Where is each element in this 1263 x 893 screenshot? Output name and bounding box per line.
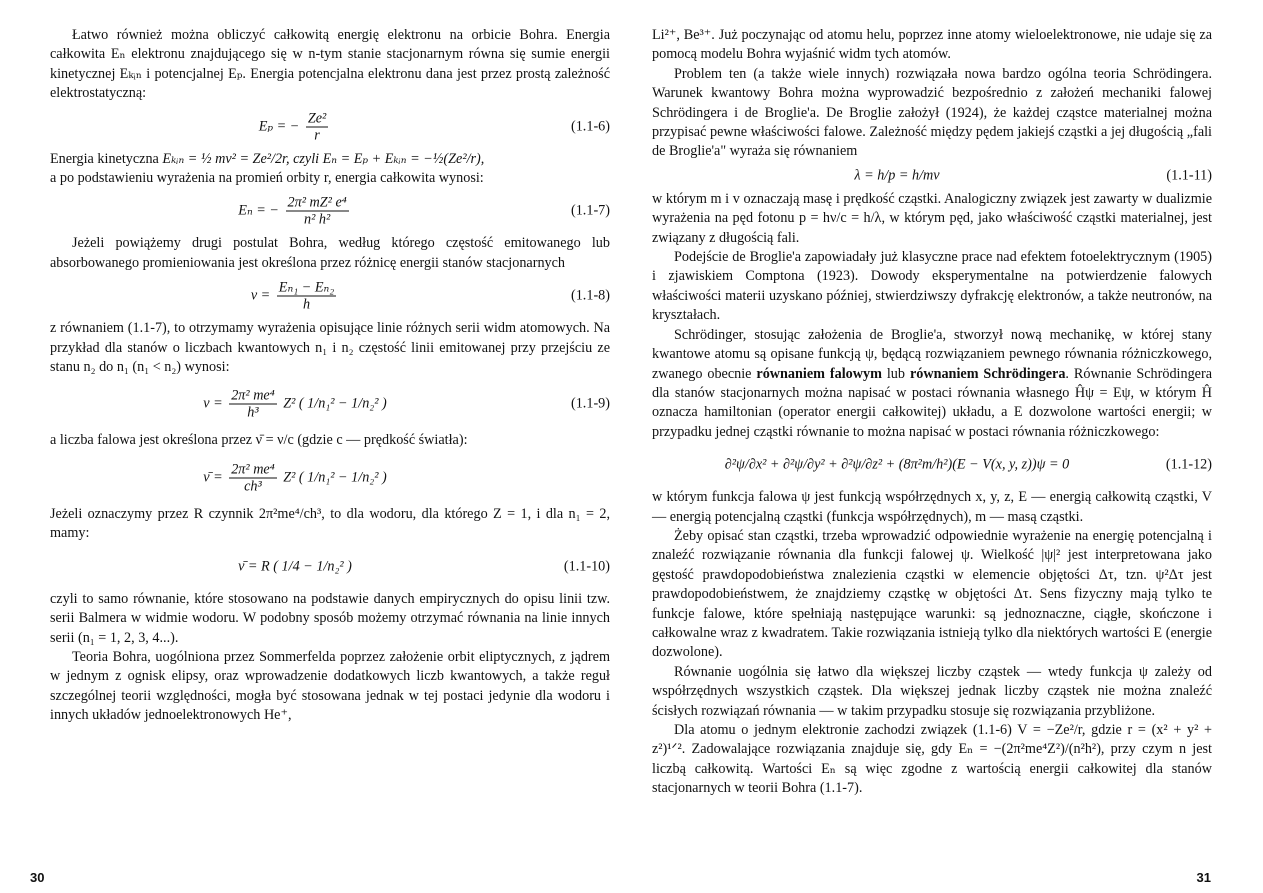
formula-rest: Z² ( 1/n₁² − 1/n₂² ) (283, 395, 387, 412)
formula-lhs: ν̄ = (203, 469, 223, 486)
formula-lhs: Eₙ = − (238, 202, 279, 219)
equation-number: (1.1-11) (1166, 167, 1212, 184)
fraction (306, 110, 328, 143)
paragraph: Podejście de Broglie'a zapowiadały już klasyczne prace nad efektem fotoelektrycznym (1905) i zjawiskiem Comptona (1923). Dowody eksperymentalne na potwierdzenie falowych właściwości materii uzyskano później, stwierdziwszy dyfrakcję elektronów, a także neutronów, na kryształach. (652, 249, 1212, 324)
paragraph: Li²⁺, Be³⁺. Już poczynając od atomu helu, poprzez inne atomy wieloelektronowe, nie udaje się za pomocą modelu Bohra wyjaśnić widm tych atomów. (652, 27, 1212, 63)
equation-1-1-9 (50, 379, 610, 429)
numerator: Ze² (307, 110, 327, 127)
bold-term: równaniem Schrödingera (909, 365, 1066, 382)
equation-number: (1.1-8) (570, 287, 610, 304)
equation-1-1-11 (652, 164, 1212, 188)
paragraph: Jeżeli oznaczymy przez R czynnik 2π²me⁴/ch³, to dla wodoru, dla którego Z = 1, i dla n₁ = 2, mamy: (50, 505, 610, 542)
formula-lhs: ν = (203, 395, 223, 412)
formula (50, 388, 540, 421)
bold-term: równaniem falowym (756, 365, 882, 382)
equation-number: (1.1-10) (563, 557, 610, 574)
fraction (229, 461, 276, 494)
formula: λ = h/p = h/mv (854, 167, 940, 184)
formula (50, 280, 540, 313)
paragraph: Łatwo również można obliczyć całkowitą energię elektronu na orbicie Bohra. Energia całkowita Eₙ elektronu znajdującego się w n-tym stanie stacjonarnym równa się sumie energii kinetycznej Eₖᵢₙ i potencjalnej Eₚ. Energia potencjalna elektronu dana jest przez prostą zależność elektrostatyczną: (50, 27, 610, 102)
equation-1-1-7 (50, 190, 610, 232)
page-number-left: 30 (30, 870, 45, 885)
fraction (286, 195, 349, 228)
paragraph: z równaniem (1.1-7), to otrzymamy wyrażenia opisujące linie różnych serii widm atomowych. Na przykład dla stanów o liczbach kwantowych n₁ i n₂ częstość linii emitowanej przy przejściu ze stanu n₂ do n₁ (n₁ < n₂) wynosi: (50, 320, 610, 376)
right-page (652, 26, 1212, 799)
numerator: 2π² me⁴ (231, 387, 275, 404)
fraction (277, 280, 336, 313)
denominator: r (314, 127, 320, 144)
equation-number: (1.1-12) (1165, 456, 1212, 473)
paragraph: Jeżeli powiążemy drugi postulat Bohra, według którego częstość emitowanego lub absorbowanego promieniowania jest określona przez różnicę energii stanów stacjonarnych (50, 235, 610, 271)
formula: ∂²ψ/∂x² + ∂²ψ/∂y² + ∂²ψ/∂z² + (8π²m/h²)(E − V(x, y, z))ψ = 0 (724, 456, 1070, 473)
paragraph: Równanie uogólnia się łatwo dla większej liczby cząstek — wtedy funkcja ψ zależy od współrzędnych wszystkich cząstek. Dla większej jednak liczby cząstek nie można znaleźć ścisłych rozwiązań równania — w takim przypadku stosuje się rozwiązania przybliżone. (652, 663, 1212, 719)
paragraph: Problem ten (a także wiele innych) rozwiązała nowa bardzo ogólna teoria Schrödingera. Warunek kwantowy Bohra można wyprowadzić bezpośrednio z założeń mechaniki falowej Schrödingera i de Broglie'a. De Broglie założył (1924), że każdej cząstce materialnej można przypisać pewne właściwości falowe. Zależność między pędem jakiejś cząstki a jej długością „fali de Broglie'a" wyraża się równaniem (652, 65, 1212, 160)
text: Schrödinger, stosując założenia de Broglie'a, stworzył nową mechanikę, w której stany kwantowe atomu są opisane funkcją ψ, będącą rozwiązaniem pewnego równania różniczkowego, zwanego obecnie (652, 326, 1212, 382)
paragraph: Teoria Bohra, uogólniona przez Sommerfelda poprzez założenie orbit eliptycznych, z jądrem w jednym z ognisk elipsy, oraz wprowadzenie dodatkowych liczb kwantowych, a także reguł szczególnej teorii względności, mogła być stosowana jednak w tej postaci jedynie dla wodoru i innych układów jednoelektronowych He⁺, (50, 648, 610, 724)
equation-number: (1.1-6) (570, 117, 610, 134)
left-page (50, 26, 610, 726)
formula-rest: Z² ( 1/n₁² − 1/n₂² ) (283, 469, 387, 486)
formula-lhs: Eₚ = − (258, 117, 300, 134)
paragraph: w którym m i v oznaczają masę i prędkość cząstki. Analogiczny związek jest zawarty w dualizmie wyrażenia na pęd fotonu p = hν/c = h/λ, w którym pęd, jako właściwość cząstki materialnej, jest związany z długością fali. (652, 190, 1212, 246)
paragraph: Żeby opisać stan cząstki, trzeba wprowadzić odpowiednie wyrażenie na energię potencjalną i znaleźć rozwiązanie równania dla funkcji falowej ψ. Wielkość |ψ|² jest interpretowana jako gęstość prawdopodobieństwa znalezienia cząstki w elemencie objętości Δτ, tzn. ψ²Δτ jest prawdopodobieństwem, że znajdziemy cząstkę w objętości Δτ. Sens fizyczny mają tylko te funkcje falowe, które spełniają następujące warunki: są jednoznaczne, ciągłe, skończone i całkowalne wraz z kwadratem. Takie rozwiązania istnieją tylko dla niektórych wartości E (energie dozwolone). (652, 527, 1212, 661)
paragraph: czyli to samo równanie, które stosowano na podstawie danych empirycznych do opisu linii tzw. serii Balmera w widmie wodoru. W podobny sposób możemy otrzymać równania na linie innych serii (n₁ = 1, 2, 3, 4...). (50, 590, 610, 646)
equation-1-1-6 (50, 106, 610, 148)
page-number-right: 31 (1196, 870, 1211, 885)
text: . Równanie Schrödingera dla stanów stacjonarnych można napisać w postaci równania własnego Ĥψ = Eψ, w którym Ĥ oznacza hamiltonian (operator energii całkowitej) układu, a E dozwolone wartości energii; w przypadku jednej cząstki równanie to można napisać w postaci równania różniczkowego: (652, 365, 1212, 440)
equation-1-1-10 (50, 546, 610, 588)
numerator: 2π² mZ² e⁴ (287, 194, 347, 211)
equation-number: (1.1-7) (570, 202, 610, 219)
denominator: h (302, 296, 311, 313)
fraction (229, 388, 276, 421)
equation-1-1-8 (50, 275, 610, 317)
paragraph: w którym funkcja falowa ψ jest funkcją współrzędnych x, y, z, E — energią całkowitą cząstki, V — energią potencjalną cząstki (funkcja współrzędnych), m — masą cząstki. (652, 489, 1212, 525)
paragraph: a liczba falowa jest określona przez ν̄ = ν/c (gdzie c — prędkość światła): (50, 432, 468, 449)
denominator: h³ (247, 404, 259, 421)
numerator: 2π² me⁴ (231, 461, 275, 478)
denominator: ch³ (244, 478, 262, 495)
inline-formula: Eₖᵢₙ = ½ mv² = Ze²/2r, czyli Eₙ = Eₚ + Eₖᵢₙ = −½(Ze²/r), (162, 150, 485, 167)
equation-wavenumber (50, 453, 610, 503)
text: Energia kinetyczna (50, 150, 159, 167)
equation-1-1-12 (652, 444, 1212, 486)
formula-lhs: ν = (250, 287, 271, 304)
paragraph: a po podstawieniu wyrażenia na promień orbity r, energia całkowita wynosi: (50, 170, 484, 187)
denominator: n² h² (303, 211, 331, 228)
paragraph (50, 150, 610, 169)
formula (50, 461, 540, 494)
text: lub (886, 365, 905, 382)
paragraph: Dla atomu o jednym elektronie zachodzi związek (1.1-6) V = −Ze²/r, gdzie r = (x² + y² + z²)¹ᐟ². Zadowalające rozwiązania znajduje się, gdy Eₙ = −(2π²me⁴Z²)/(n²h²), przy czym n jest liczbą całkowitą. Wartości Eₙ są więc zgodne z wartością energii całkowitej dla stanów stacjonarnych w teorii Bohra (1.1-7). (652, 722, 1212, 797)
paragraph (652, 326, 1212, 442)
formula (50, 195, 540, 228)
equation-number: (1.1-9) (570, 395, 610, 412)
formula (50, 110, 540, 143)
numerator: Eₙ₁ − Eₙ₂ (278, 279, 335, 296)
formula: ν̄ = R ( 1/4 − 1/n₂² ) (238, 557, 352, 574)
